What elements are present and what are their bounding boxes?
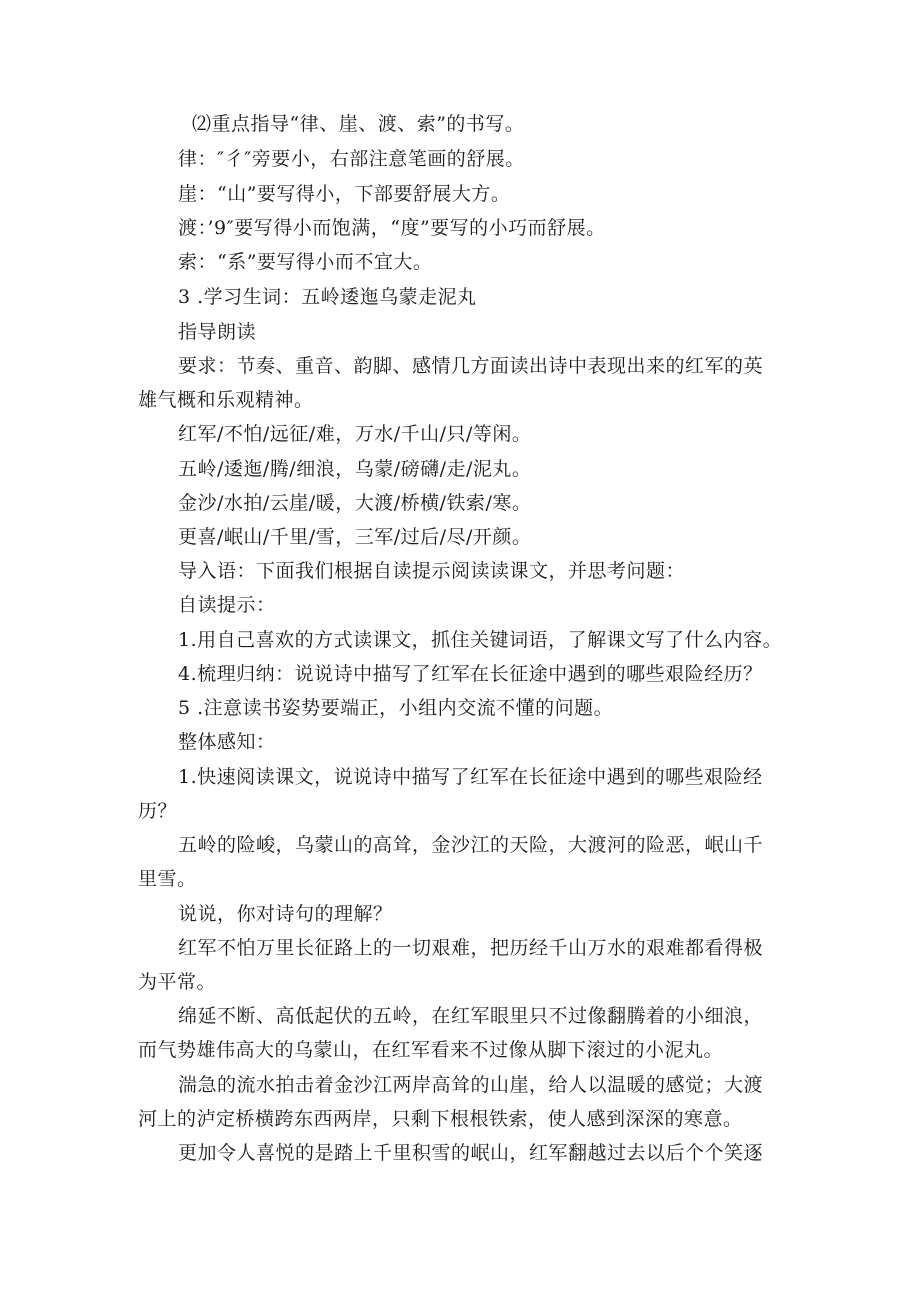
text-line: 要求：节奏、重音、韵脚、感情几方面读出诗中表现出来的红军的英 — [178, 355, 764, 377]
text-line: 更喜/岷山/千里/雪，三军/过后/尽/开颜。 — [178, 526, 532, 548]
text-line: 更加令人喜悦的是踏上千里积雪的岷山，红军翻越过去以后个个笑逐 — [178, 1142, 764, 1164]
text-line: 崖：“山”要写得小，下部要舒展大方。 — [178, 183, 511, 205]
text-line: 红军/不怕/远征/难，万水/千山/只/等闲。 — [178, 423, 532, 445]
text-line: 3 .学习生词：五岭逶迤乌蒙走泥丸 — [178, 286, 477, 308]
text-line: ⑵重点指导“律、崖、渡、索”的书写。 — [192, 113, 525, 135]
text-line: 为平常。 — [138, 971, 217, 993]
text-line: 律：″彳″旁要小，右部注意笔画的舒展。 — [178, 148, 525, 170]
text-line: 自读提示： — [178, 594, 276, 616]
text-line: 湍急的流水拍击着金沙江两岸高耸的山崖，给人以温暖的感觉；大渡 — [178, 1074, 764, 1096]
text-line: 五岭/逶迤/腾/细浪，乌蒙/磅礴/走/泥丸。 — [178, 458, 532, 480]
text-line: 说说，你对诗句的理解？ — [178, 903, 393, 925]
text-line: 历？ — [138, 800, 178, 822]
text-line: 河上的泸定桥横跨东西两岸，只剩下根根铁索，使人感到深深的寒意。 — [138, 1108, 743, 1130]
text-line: 里雪。 — [138, 868, 197, 890]
text-line: 4.梳理归纳：说说诗中描写了红军在长征途中遇到的哪些艰险经历？ — [178, 663, 763, 685]
text-line: 导入语：下面我们根据自读提示阅读读课文，并思考问题： — [178, 560, 686, 582]
text-line: 红军不怕万里长征路上的一切艰难，把历经千山万水的艰难都看得极 — [178, 937, 764, 959]
text-line: 绵延不断、高低起伏的五岭，在红军眼里只不过像翻腾着的小细浪， — [178, 1005, 764, 1027]
text-line: 雄气概和乐观精神。 — [138, 389, 314, 411]
text-line: 5 .注意读书姿势要端正，小组内交流不懂的问题。 — [178, 697, 614, 719]
text-line: 索：“系”要写得小而不宜大。 — [178, 251, 433, 273]
text-line: 整体感知： — [178, 731, 276, 753]
text-line: 而气势雄伟高大的乌蒙山，在红军看来不过像从脚下滚过的小泥丸。 — [138, 1039, 724, 1061]
text-line: 1.用自己喜欢的方式读课文，抓住关键词语，了解课文写了什么内容。 — [178, 629, 783, 651]
text-line: 五岭的险峻，乌蒙山的高耸，金沙江的天险，大渡河的险恶，岷山千 — [178, 834, 764, 856]
text-line: 渡：’9″要写得小而饱满，“度”要写的小巧而舒展。 — [178, 217, 606, 239]
text-line: 1.快速阅读课文，说说诗中描写了红军在长征途中遇到的哪些艰险经 — [178, 766, 763, 788]
text-line: 指导朗读 — [178, 321, 257, 343]
text-line: 金沙/水拍/云崖/暖，大渡/桥横/铁索/寒。 — [178, 492, 532, 514]
